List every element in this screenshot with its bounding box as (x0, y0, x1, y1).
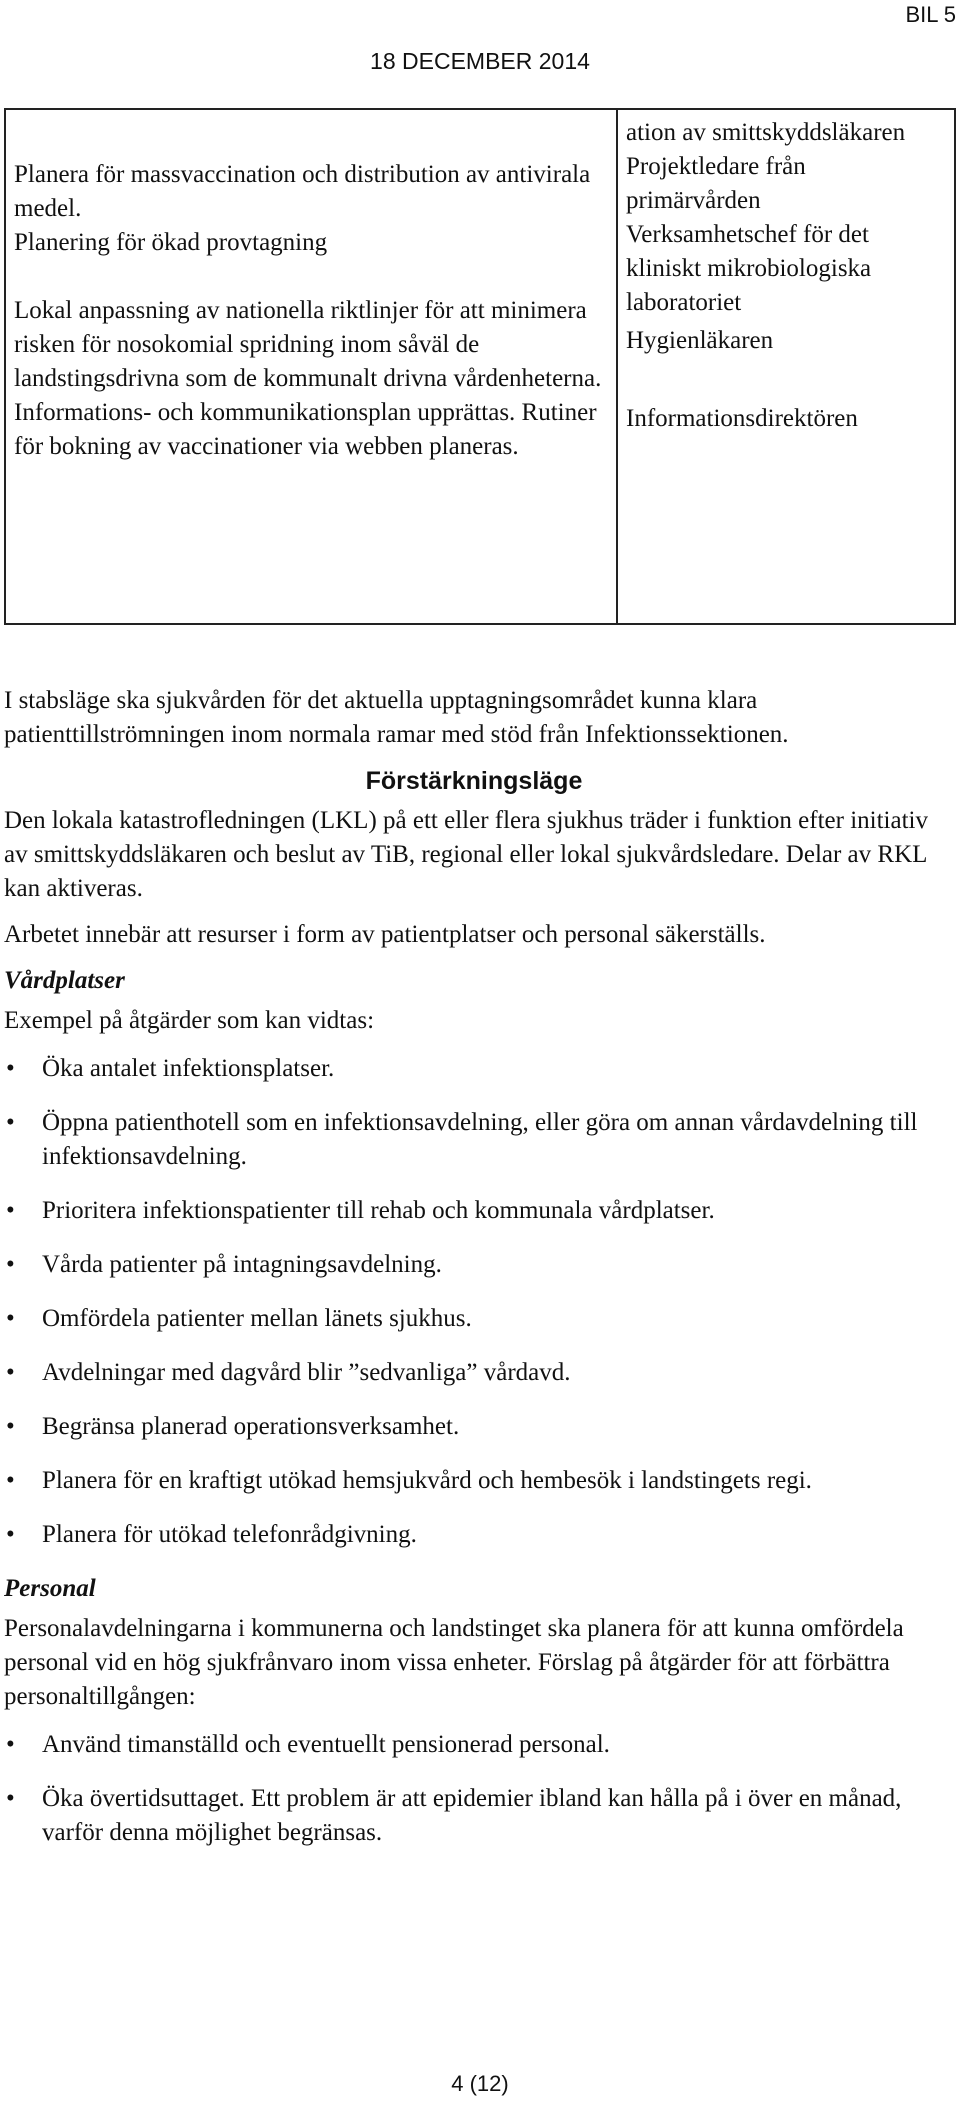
vardplatser-heading: Vårdplatser (4, 967, 125, 994)
bullet-icon: • (6, 1521, 15, 1548)
page-number: 4 (12) (451, 2071, 509, 2096)
bullet-icon: • (6, 1731, 15, 1758)
list-item: • Öka övertidsuttaget. Ett problem är att epidemier ibland kan hålla på i över en månad, varför denna möjlighet begränsas. (4, 1782, 944, 1850)
list-item: • Vårda patienter på intagningsavdelning. (4, 1248, 944, 1282)
bullet-icon: • (6, 1109, 15, 1136)
responsible-item: Informationsdirektören (626, 405, 858, 432)
list-item: • Avdelningar med dagvård blir ”sedvanliga” vårdavd. (4, 1356, 944, 1390)
vardplatser-list (4, 1052, 944, 1552)
document-date: 18 DECEMBER 2014 (370, 48, 590, 74)
responsibility-table (4, 108, 956, 625)
section-paragraph: Den lokala katastrofledningen (LKL) på ett eller flera sjukhus träder i funktion efter initiativ av smittskyddsläkaren och beslut av TiB, regional eller lokal sjukvårdsledare. Delar av RKL kan aktiveras. (4, 807, 928, 902)
responsible-item: Projektledare från primärvården (626, 153, 806, 214)
responsible-item: Hygienläkaren (626, 327, 774, 354)
list-item: • Omfördela patienter mellan länets sjukhus. (4, 1302, 944, 1336)
section-heading: Förstärkningsläge (365, 767, 583, 795)
list-item: • Prioritera infektionspatienter till rehab och kommunala vårdplatser. (4, 1194, 944, 1228)
list-item: • Öppna patienthotell som en infektionsavdelning, eller göra om annan vårdavdelning till infektionsavdelning. (4, 1106, 944, 1174)
bullet-icon: • (6, 1197, 15, 1224)
section-paragraph: Arbetet innebär att resurser i form av patientplatser och personal säkerställs. (4, 921, 766, 948)
responsible-item: Verksamhetschef för det kliniskt mikrobiologiska laboratoriet (626, 221, 872, 316)
list-item: • Begränsa planerad operationsverksamhet. (4, 1410, 944, 1444)
bullet-icon: • (6, 1251, 15, 1278)
list-item: • Planera för utökad telefonrådgivning. (4, 1518, 944, 1552)
action-item: Planering för ökad provtagning (14, 229, 328, 256)
list-item: • Planera för en kraftigt utökad hemsjukvård och hembesök i landstingets regi. (4, 1464, 944, 1498)
personal-heading: Personal (4, 1575, 96, 1602)
action-item: Informations- och kommunikationsplan upprättas. Rutiner för bokning av vaccinationer via webben planeras. (14, 399, 597, 460)
table-cell-actions (5, 109, 617, 624)
action-item: Planera för massvaccination och distribution av antivirala medel. (14, 161, 591, 222)
bullet-icon: • (6, 1305, 15, 1332)
main-content (4, 684, 944, 1870)
personal-paragraph: Personalavdelningarna i kommunerna och landstinget ska planera för att kunna omfördela personal vid en hög sjukfrånvaro inom vissa enheter. Förslag på åtgärder för att förbättra personaltillgången: (4, 1615, 904, 1710)
appendix-label: BIL 5 (905, 2, 956, 27)
list-item: • Använd timanställd och eventuellt pensionerad personal. (4, 1728, 944, 1762)
responsible-item: ation av smittskyddsläkaren (626, 119, 906, 146)
bullet-icon: • (6, 1785, 15, 1812)
list-item: • Öka antalet infektionsplatser. (4, 1052, 944, 1086)
action-item: Lokal anpassning av nationella riktlinjer för att minimera risken för nosokomial spridning inom såväl de landstingsdrivna som de kommunalt drivna vårdenheterna. (14, 297, 602, 392)
table-cell-responsible (617, 109, 955, 624)
vardplatser-intro: Exempel på åtgärder som kan vidtas: (4, 1007, 375, 1034)
bullet-icon: • (6, 1359, 15, 1386)
bullet-icon: • (6, 1413, 15, 1440)
intro-paragraph: I stabsläge ska sjukvården för det aktuella upptagningsområdet kunna klara patienttillströmningen inom normala ramar med stöd från Infektionssektionen. (4, 687, 789, 748)
bullet-icon: • (6, 1055, 15, 1082)
bullet-icon: • (6, 1467, 15, 1494)
personal-list (4, 1728, 944, 1850)
